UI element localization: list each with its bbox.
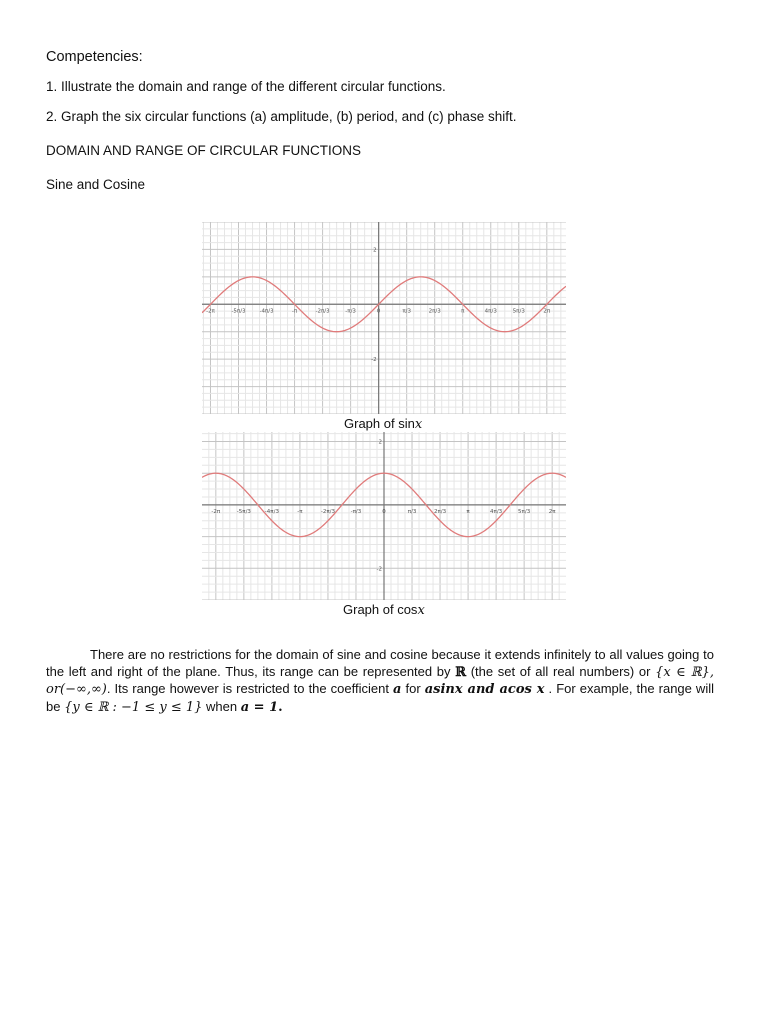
paragraph-text: . Its range however is restricted to the coefficient: [106, 681, 394, 696]
period: .: [278, 699, 283, 715]
cosine-x-tick-label: 4π/3: [490, 508, 503, 515]
domain-interval: or(−∞,∞): [46, 682, 107, 697]
cosine-x-tick-label: -2π/3: [320, 508, 336, 515]
cosine-x-tick-label: -2π: [211, 508, 221, 515]
cosine-x-tick-label: 0: [382, 508, 386, 515]
sine-x-tick-label: -4π/3: [259, 308, 274, 315]
cosine-x-tick-label: 5π/3: [518, 508, 531, 515]
coefficient-a: a: [393, 682, 402, 697]
sine-x-tick-label: π/3: [402, 308, 412, 315]
sine-x-tick-label: 4π/3: [484, 308, 497, 315]
sine-x-tick-label: π: [461, 308, 465, 315]
paragraph-text: (the set of all real numbers) or: [466, 663, 656, 679]
sine-caption-prefix: Graph of sin: [344, 416, 415, 431]
cosine-x-tick-label: -π/3: [350, 508, 362, 515]
sine-x-tick-label: -2π/3: [315, 308, 330, 315]
cosine-x-tick-label: -4π/3: [264, 508, 279, 515]
subheading: Sine and Cosine: [46, 177, 146, 192]
sine-y-tick-label: -2: [371, 357, 377, 364]
cosine-caption-var: x: [417, 603, 425, 618]
cosine-x-tick-label: -π: [297, 508, 303, 515]
real-numbers-symbol: ℝ: [455, 664, 467, 680]
cosine-graph: [202, 432, 566, 600]
sine-x-tick-label: -π/3: [345, 308, 356, 315]
paragraph-text: There are no restrictions for the domain of sine and cosine because it extends infinitely to all values going to the left and right of the plane. Thus, its range can be represented by: [46, 647, 714, 679]
cosine-x-tick-label: π/3: [407, 508, 417, 515]
sine-x-tick-label: 2π/3: [428, 308, 441, 315]
separator: ,: [709, 664, 714, 680]
cosine-x-tick-label: 2π/3: [433, 508, 447, 515]
sine-x-tick-label: 5π/3: [512, 308, 525, 315]
sine-x-tick-label: -2π: [206, 308, 215, 315]
cosine-graph-caption: [343, 602, 425, 618]
paragraph-text: . For example, the range will be: [46, 681, 714, 714]
sine-caption-var: x: [414, 417, 423, 432]
sine-y-tick-label: 2: [373, 247, 377, 254]
competency-item-2: 2. Graph the six circular functions (a) amplitude, (b) period, and (c) phase shift.: [46, 109, 517, 124]
domain-set: {x ∈ ℝ}: [655, 664, 710, 680]
paragraph-text: for: [401, 681, 425, 696]
cosine-y-tick-label: 2: [378, 439, 382, 446]
sine-graph: [202, 222, 566, 414]
function-expressions: asinx and acos x: [424, 682, 545, 697]
range-set: {y ∈ ℝ : −1 ≤ y ≤ 1}: [64, 699, 203, 715]
sine-x-tick-label: 2π: [543, 308, 551, 315]
competencies-title: Competencies:: [46, 49, 143, 65]
cosine-caption-prefix: Graph of cos: [343, 602, 418, 617]
cosine-y-tick-label: -2: [376, 566, 382, 573]
cosine-x-tick-label: -5π/3: [236, 508, 251, 515]
competency-item-1: 1. Illustrate the domain and range of the different circular functions.: [46, 79, 446, 94]
sine-graph-caption: [344, 416, 422, 432]
cosine-x-tick-label: π: [466, 508, 470, 515]
sine-x-tick-label: -5π/3: [231, 308, 246, 315]
condition: a = 1: [240, 699, 279, 715]
section-heading: DOMAIN AND RANGE OF CIRCULAR FUNCTIONS: [46, 143, 362, 158]
cosine-x-tick-label: 2π: [548, 508, 556, 515]
paragraph-text: when: [202, 698, 241, 714]
sine-x-tick-label: 0: [376, 308, 381, 315]
sine-x-tick-label: -π: [291, 308, 298, 315]
domain-range-paragraph: [46, 647, 714, 716]
